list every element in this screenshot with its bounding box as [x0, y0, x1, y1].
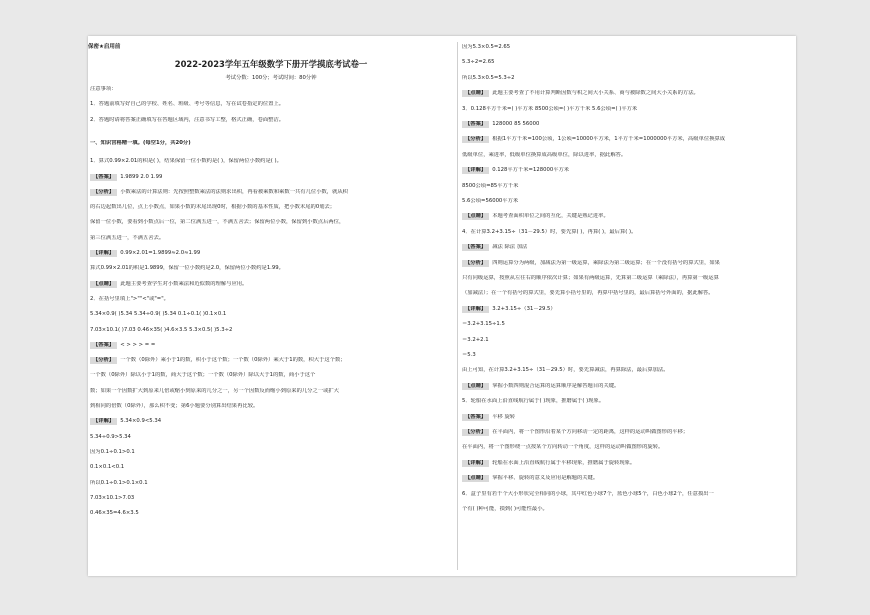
text-line: 5.3÷2=2.65 — [462, 59, 495, 66]
text-line: 0.46×35=4.6×3.5 — [90, 510, 139, 517]
answer-label: 【点睛】 — [90, 281, 117, 288]
text-line: 6．盒子里有若干个大小形状完全相同的小球，其中红色小球7个，蓝色小球5个，白色小球2个，任意摸出一 — [462, 490, 714, 497]
answer-line — [462, 260, 792, 267]
text-line: 只有同级运算，按照从左往右的顺序依次计算；如果有两级运算，先算第二级运算（乘除法），再算第一级运算 — [462, 275, 719, 281]
exam-subtitle: 考试分数：100分；考试时间：80分钟 — [225, 75, 317, 81]
answer-line — [90, 281, 450, 288]
answer-label: 【详解】 — [90, 418, 117, 425]
section-heading: 一、知识宫格精一填。(每空1分，共20分) — [90, 139, 191, 146]
right-column — [460, 36, 796, 576]
answer-text: 0.128平方千米=128000平方米 — [492, 167, 570, 174]
answer-line — [462, 460, 792, 467]
answer-line — [462, 136, 792, 143]
answer-label: 【点睛】 — [462, 475, 489, 482]
text-line: ＝5.3 — [462, 352, 476, 358]
answer-text: 四则运算分为两级，加减法为第一级运算，乘除法为第二级运算；在一个没有括号的算式里，如果 — [492, 259, 720, 266]
answer-text: 一个数（0除外）乘小于1的数，积小于这个数；一个数（0除外）乘大于1的数，积大于这个数； — [120, 357, 346, 364]
answer-line — [462, 167, 792, 174]
answer-line — [462, 90, 792, 97]
text-line: 的右边起数出几位，点上小数点，如果小数的末尾出现0时，根据小数的基本性质，把小数末尾的0划去； — [90, 204, 336, 211]
text-line: 保留一位小数，要看到小数点后一位，第二位满五进一，不满五舍去；保留两位小数，保留到小数点后两位， — [90, 219, 345, 226]
answer-label: 【点睛】 — [462, 90, 489, 97]
answer-line — [90, 174, 450, 181]
answer-text: 此题主要考查学生对小数乘法和近似数的理解与应用。 — [120, 280, 248, 287]
text-line: 由上可知，在计算3.2+3.15÷（31－29.5）时，要先算减法，再算除法，最后算加法。 — [462, 367, 669, 374]
answer-line — [462, 414, 792, 421]
answer-label: 【详解】 — [462, 167, 489, 174]
text-line: 1．答题前填写好自己的学校、姓名、班级、考号等信息，写在试卷指定的位置上。 — [90, 101, 285, 108]
answer-line — [90, 342, 450, 349]
answer-text: 0.99×2.01=1.9899≈2.0≈1.99 — [120, 250, 201, 256]
text-line: 数；如果一个因数扩大到原来几倍或缩小到原来的几分之一，另一个因数反而缩小到原来的几分之一或扩大 — [90, 387, 339, 394]
answer-line — [462, 475, 792, 482]
answer-text: 轮船在水面上沿直线航行属于平移现象，推磨属于旋转现象。 — [492, 459, 636, 466]
answer-label: 【详解】 — [90, 250, 117, 257]
answer-text: 3.2+3.15÷（31－29.5） — [492, 305, 556, 312]
text-line: ＝3.2+3.15÷1.5 — [462, 321, 505, 328]
answer-line — [462, 429, 792, 436]
text-line: 0.1×0.1<0.1 — [90, 464, 125, 471]
answer-line — [462, 213, 792, 220]
text-line: 5．轮船在水面上沿直线航行属于( )现象，推磨属于( )现象。 — [462, 398, 605, 405]
text-line: 1．算式0.99×2.01的积是( )，结果保留一位小数约是( )，保留两位小数约是( )。 — [90, 158, 282, 165]
answer-line — [462, 121, 792, 128]
answer-line — [462, 383, 792, 390]
exam-page — [88, 36, 796, 576]
text-line: 5.6公顷=56000平方米 — [462, 198, 519, 204]
text-line: 8500公顷=85平方千米 — [462, 182, 519, 189]
text-line: 到相同的倍数（0除外），那么积不变；第6小题要分别算出结果再比较。 — [90, 403, 259, 409]
text-line: ＝3.2+2.1 — [462, 336, 489, 343]
text-line: 注意事项： — [90, 86, 117, 92]
answer-text: 减法 除法 加法 — [492, 244, 528, 251]
text-line: 2．答题时请将答案正确填写在答题区域内，注意书写工整，格式正确，卷面整洁。 — [90, 116, 285, 123]
answer-text: 5.34×0.9<5.34 — [120, 418, 162, 425]
answer-label: 【点睛】 — [462, 383, 489, 390]
text-line: 在平面内，将一个图形绕一点按某个方向转动一个角度，这样的运动叫做图形的旋转。 — [462, 444, 664, 451]
column-divider — [457, 42, 458, 570]
answer-label: 【详解】 — [462, 306, 489, 313]
text-line: （加减法）；在一个有括号的算式里，要先算小括号里的，再算中括号里的，最后算括号外面的，据此解答。 — [462, 290, 714, 297]
text-line: 算式0.99×2.01的积是1.9899，保留一位小数约是2.0，保留两位小数约是1.99。 — [90, 265, 284, 272]
answer-line — [90, 418, 450, 425]
answer-label: 【答案】 — [90, 174, 117, 181]
text-line: 一个数（0除外）除以小于1的数，商大于这个数；一个数（0除外）除以大于1的数，商小于这个 — [90, 372, 316, 379]
answer-text: 本题考查面积单位之间的互化，关键是熟记进率。 — [492, 213, 609, 220]
text-line: 3．0.128平方千米=( )平方米 8500公顷=( )平方千米 5.6公顷=( )平方米 — [462, 105, 638, 112]
answer-label: 【答案】 — [462, 244, 489, 251]
answer-text: 掌握小数四则混合运算的运算顺序是解答题目的关键。 — [492, 382, 620, 389]
answer-text: 在平面内，将一个图形沿着某个方向移动一定的距离，这样的运动叫做图形的平移； — [492, 429, 689, 435]
answer-label: 【分析】 — [90, 357, 117, 364]
answer-line — [90, 189, 450, 196]
left-column — [88, 36, 454, 576]
answer-line — [90, 357, 450, 364]
exam-title: 2022-2023学年五年级数学下册开学摸底考试卷一 — [174, 59, 368, 69]
answer-label: 【答案】 — [462, 121, 489, 128]
answer-label: 【分析】 — [90, 189, 117, 196]
answer-text: 1.9899 2.0 1.99 — [120, 173, 163, 180]
text-line: 所以5.3×0.5=5.3÷2 — [462, 74, 515, 81]
text-line: 7.03×10.1( )7.03 0.46×35( )4.6×3.5 5.3×0.5( )5.3÷2 — [90, 326, 233, 333]
answer-label: 【分析】 — [462, 260, 489, 267]
answer-label: 【详解】 — [462, 460, 489, 467]
answer-text: 此题主要考查了不用计算判断因数与积之间大小关系、商与被除数之间大小关系的方法。 — [492, 90, 699, 97]
text-line: 因为5.3×0.5=2.65 — [462, 44, 511, 50]
text-line: 2．在括号里填上">""<"或"="。 — [90, 295, 169, 302]
text-line: 个有( )种可能，摸到( )可能性最小。 — [462, 506, 548, 512]
answer-label: 【点睛】 — [462, 213, 489, 220]
text-line: 所以0.1÷0.1>0.1×0.1 — [90, 479, 148, 486]
answer-text: 128000 85 56000 — [492, 121, 540, 127]
text-line: 5.34×0.9( )5.34 5.34÷0.9( )5.34 0.1÷0.1( )0.1×0.1 — [90, 311, 227, 318]
text-line: 第三位满五进一，不满五舍去。 — [90, 234, 165, 241]
answer-line — [462, 306, 792, 313]
text-line: 4．在计算3.2+3.15÷（31－29.5）时，要先算( )，再算( )，最后算( )。 — [462, 228, 637, 235]
confidential-tag: 保密★启用前 — [88, 44, 121, 50]
text-line: 低级单位，乘进率，低级单位换算成高级单位，除以进率，据此解答。 — [462, 151, 627, 158]
answer-text: 根据1平方千米=100公顷，1公顷=10000平方米，1平方千米=1000000平方米，高级单位换算成 — [492, 136, 726, 143]
answer-text: 掌握平移、旋转的意义及应用是解题的关键。 — [492, 475, 599, 482]
answer-text: 小数乘法的计算法则：先按照整数乘法的法则求出积，再看被乘数和乘数一共有几位小数，就从积 — [120, 188, 348, 195]
answer-line — [90, 250, 450, 257]
answer-text: < > > > = = — [120, 341, 156, 348]
answer-label: 【答案】 — [462, 414, 489, 421]
text-line: 7.03×10.1>7.03 — [90, 494, 135, 501]
answer-text: 平移 旋转 — [492, 413, 516, 420]
answer-label: 【分析】 — [462, 136, 489, 143]
text-line: 5.34÷0.9>5.34 — [90, 433, 131, 440]
answer-line — [462, 244, 792, 251]
answer-label: 【分析】 — [462, 429, 489, 436]
answer-label: 【答案】 — [90, 342, 117, 349]
text-line: 因为0.1÷0.1>0.1 — [90, 448, 135, 455]
